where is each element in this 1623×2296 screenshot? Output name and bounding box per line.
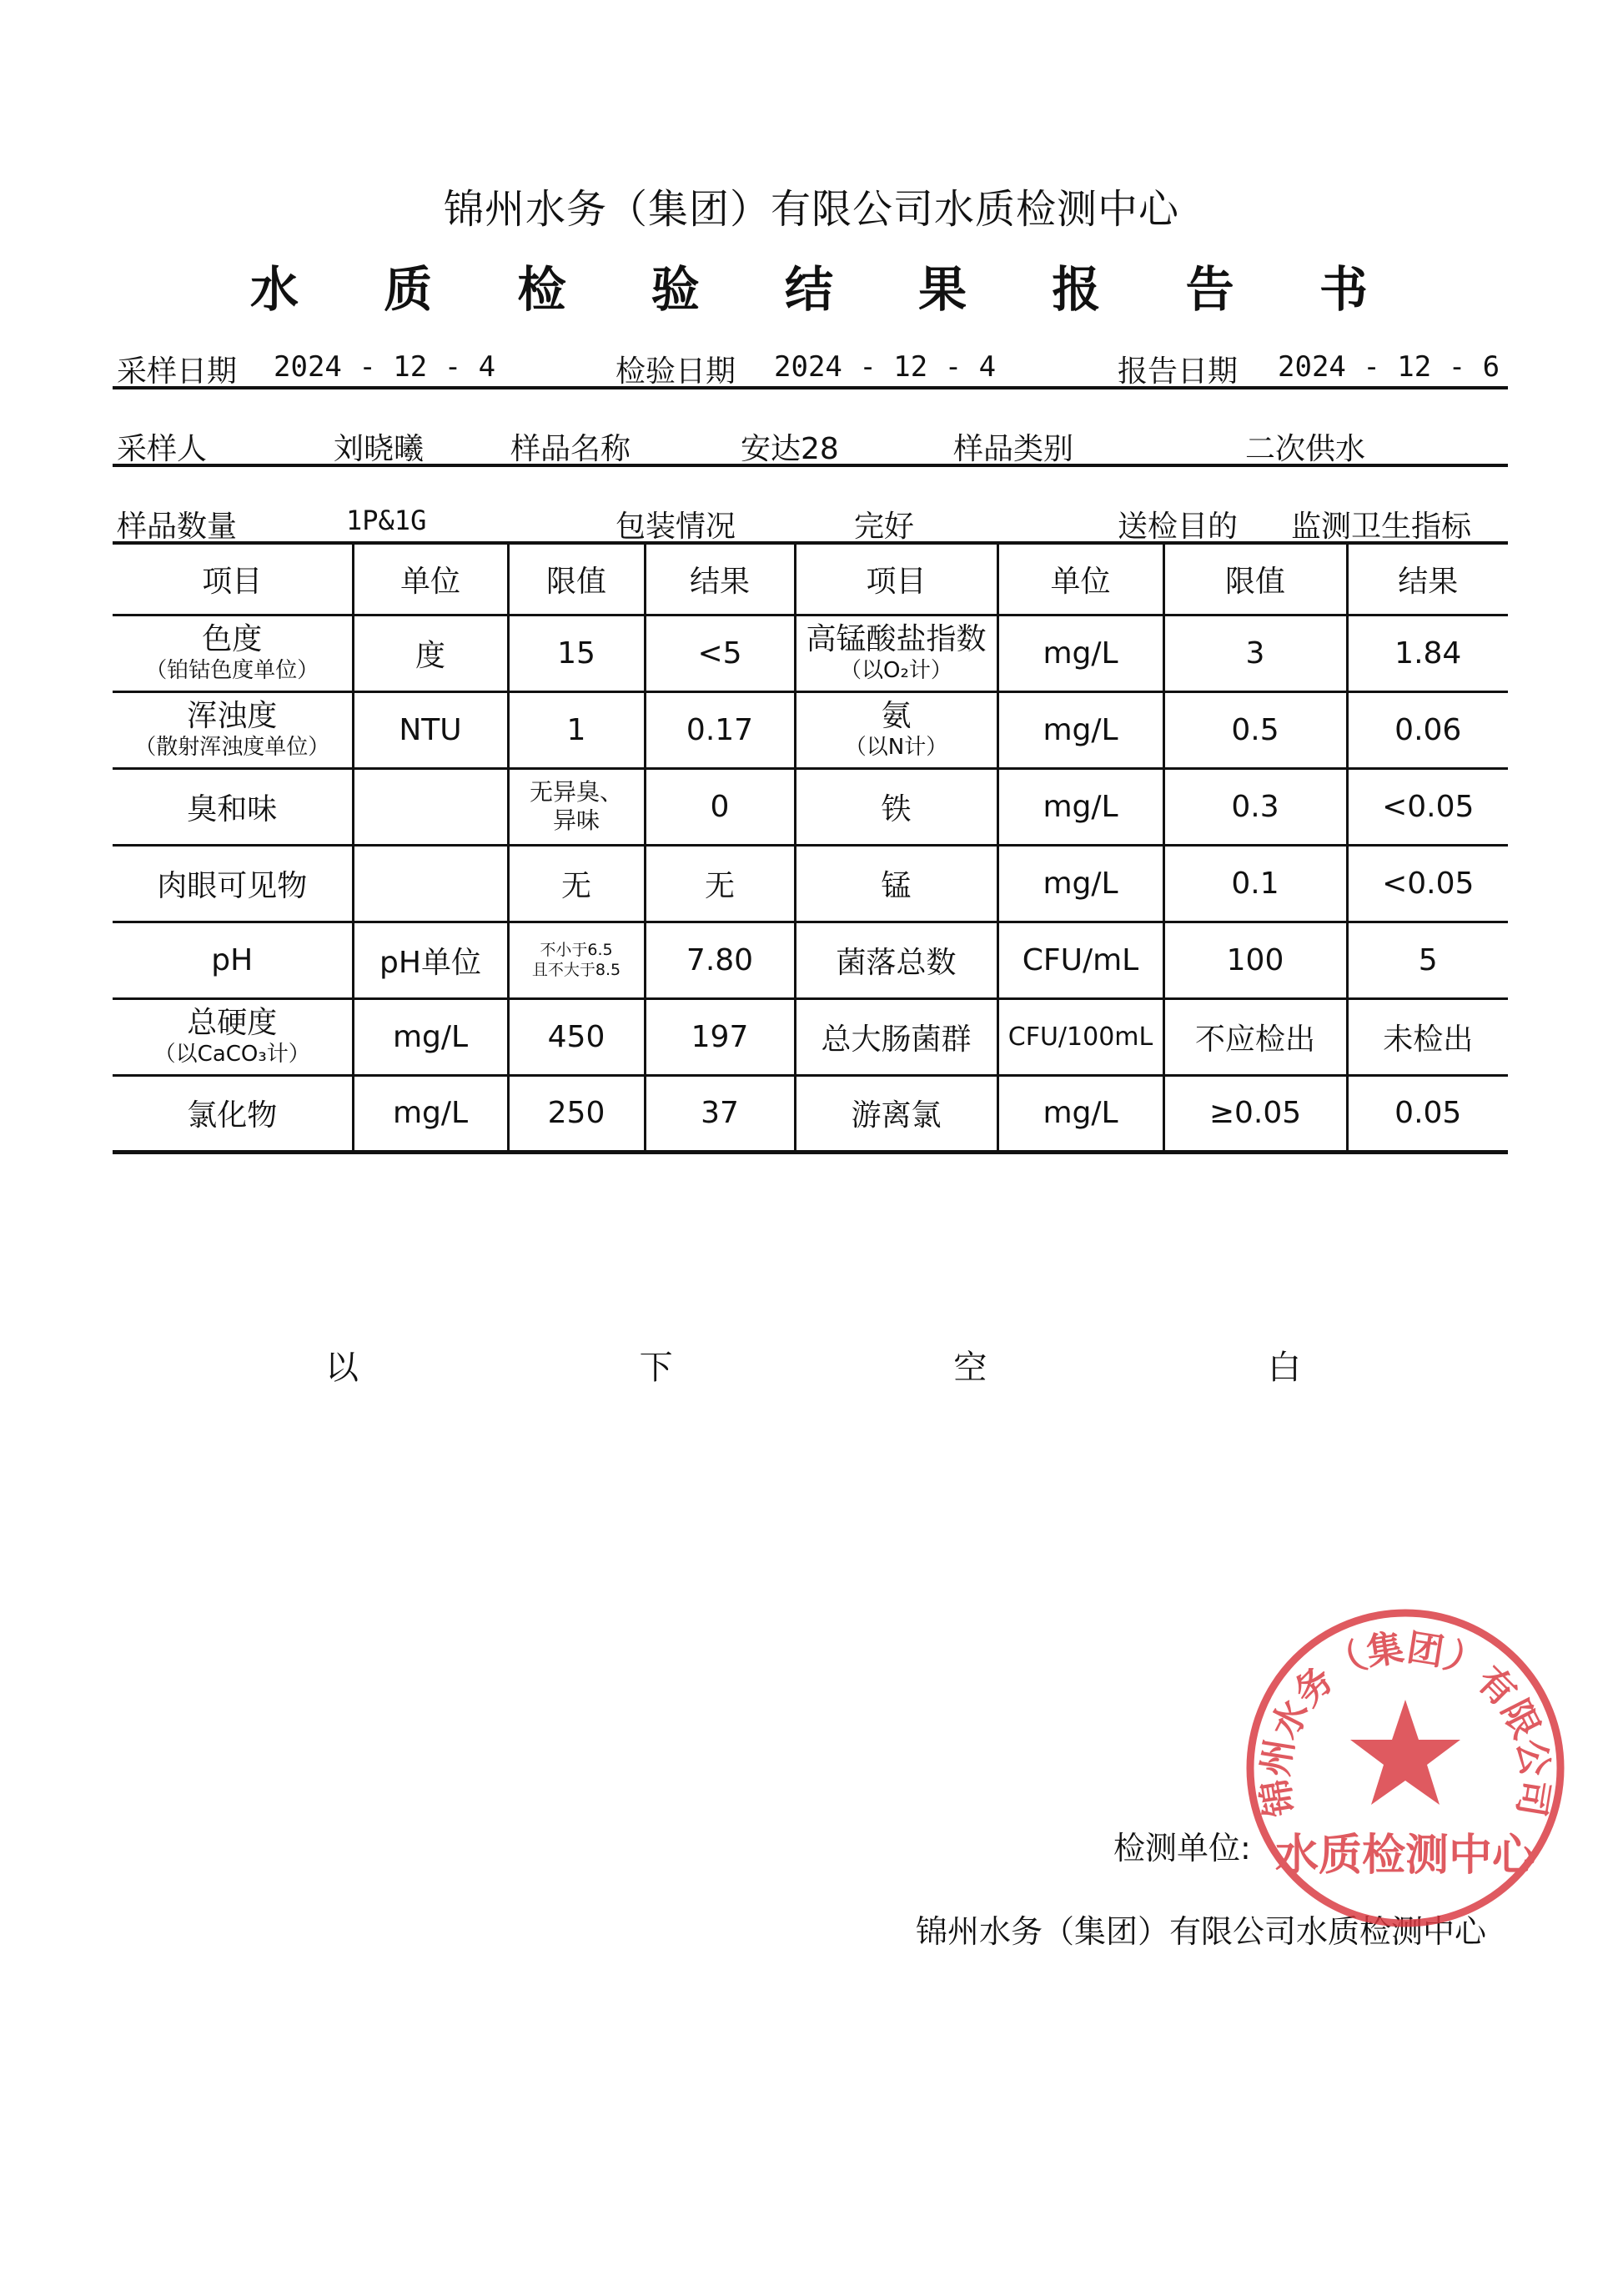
table-row [113,615,1508,691]
column-header: 限值 [508,543,645,615]
organization-title: 锦州水务（集团）有限公司水质检测中心 [443,186,1179,233]
table-row [113,691,1508,768]
result-cell: <0.05 [1347,845,1508,922]
star-icon [1350,1700,1460,1805]
column-header: 单位 [353,543,508,615]
item-cell: 总大肠菌群 [795,998,997,1075]
report-title-char: 质 [384,261,433,318]
unit-cell: mg/L [353,1075,508,1152]
result-cell: 未检出 [1347,998,1508,1075]
unit-cell: 度 [353,615,508,691]
report-title-char: 书 [1319,261,1368,318]
limit-cell: 0.1 [1163,845,1347,922]
result-cell: 0.06 [1347,691,1508,768]
result-cell: 197 [645,998,795,1075]
purpose-label: 送检目的 [1118,510,1239,544]
result-cell: 37 [645,1075,795,1152]
sample-type-label: 样品类别 [953,432,1074,466]
blank-char: 空 [953,1349,987,1387]
divider [113,464,1508,467]
item-cell: 锰 [795,845,997,922]
unit-cell: mg/L [997,845,1163,922]
result-cell: 0.05 [1347,1075,1508,1152]
table-row [113,845,1508,922]
packaging-label: 包装情况 [616,510,736,544]
item-cell: 肉眼可见物 [113,845,353,922]
unit-cell: pH单位 [353,922,508,998]
sampler-value: 刘晓曦 [334,432,425,466]
table-row [113,922,1508,998]
blank-char: 下 [639,1349,673,1387]
report-title-char: 结 [784,261,833,318]
table-row [113,998,1508,1075]
unit-cell: mg/L [997,768,1163,845]
seal-ring-text: 锦州水务（集团）有限公司 [1254,1626,1557,1820]
column-header: 限值 [1163,543,1347,615]
item-cell: 臭和味 [113,768,353,845]
blank-char: 白 [1267,1349,1301,1387]
column-header: 项目 [113,543,353,615]
blank-char: 以 [325,1349,359,1387]
limit-cell: 0.5 [1163,691,1347,768]
result-cell: 1.84 [1347,615,1508,691]
item-cell: pH [113,922,353,998]
limit-cell: 无 [508,845,645,922]
report-date-value: 2024 - 12 - 6 [1278,350,1500,384]
item-cell: 色度 （铂钴色度单位） [113,615,353,691]
limit-cell: 不小于6.5 且不大于8.5 [508,922,645,998]
testing-unit-label: 检测单位: [1113,1830,1251,1866]
limit-cell: 无异臭、 异味 [508,768,645,845]
unit-cell: mg/L [997,1075,1163,1152]
purpose-value: 监测卫生指标 [1291,510,1472,544]
test-date-value: 2024 - 12 - 4 [774,350,997,384]
unit-cell: mg/L [353,998,508,1075]
report-title-char: 水 [250,261,299,318]
dates-row [117,348,237,390]
packaging-value: 完好 [854,510,915,544]
result-cell: 7.80 [645,922,795,998]
sample-type-value: 二次供水 [1245,432,1366,466]
sample-date-value: 2024 - 12 - 4 [274,350,496,384]
sample-name-label: 样品名称 [510,432,631,466]
results-table [113,541,1508,1154]
limit-cell: 3 [1163,615,1347,691]
limit-cell: 100 [1163,922,1347,998]
limit-cell: 不应检出 [1163,998,1347,1075]
sampler-label: 采样人 [117,432,208,466]
report-title-char: 告 [1185,261,1234,318]
item-cell: 浑浊度 （散射浑浊度单位） [113,691,353,768]
test-date-label: 检验日期 [616,354,736,389]
divider [113,386,1508,389]
limit-cell: 450 [508,998,645,1075]
report-date-label: 报告日期 [1118,354,1239,389]
limit-cell: 250 [508,1075,645,1152]
unit-cell: NTU [353,691,508,768]
sample-name-value: 安达28 [741,432,839,466]
sample-qty-value: 1P&1G [346,505,427,536]
seal-center-text: 水质检测中心 [1274,1831,1536,1881]
item-cell: 氨 （以N计） [795,691,997,768]
item-cell: 游离氯 [795,1075,997,1152]
table-row [113,768,1508,845]
report-title-char: 检 [517,261,566,318]
testing-unit-name: 锦州水务（集团）有限公司水质检测中心 [916,1913,1487,1950]
column-header: 单位 [997,543,1163,615]
limit-cell: 15 [508,615,645,691]
unit-cell [353,768,508,845]
result-cell: 0 [645,768,795,845]
unit-cell: mg/L [997,691,1163,768]
report-title-char: 果 [918,261,967,318]
item-cell: 氯化物 [113,1075,353,1152]
unit-cell [353,845,508,922]
report-title [250,250,1368,320]
sample-date-label: 采样日期 [117,354,238,389]
limit-cell: 1 [508,691,645,768]
result-cell: 0.17 [645,691,795,768]
unit-cell: mg/L [997,615,1163,691]
official-seal-stamp [1239,1601,1572,1935]
item-cell: 高锰酸盐指数 （以O₂计） [795,615,997,691]
sample-qty-label: 样品数量 [117,510,238,544]
result-cell: 无 [645,845,795,922]
result-cell: <5 [645,615,795,691]
limit-cell: ≥0.05 [1163,1075,1347,1152]
result-cell: 5 [1347,922,1508,998]
column-header: 结果 [1347,543,1508,615]
table-header-row [113,543,1508,615]
item-cell: 铁 [795,768,997,845]
unit-cell: CFU/mL [997,922,1163,998]
table-row [113,1075,1508,1152]
report-title-char: 验 [651,261,700,318]
item-cell: 菌落总数 [795,922,997,998]
column-header: 结果 [645,543,795,615]
column-header: 项目 [795,543,997,615]
unit-cell: CFU/100mL [997,998,1163,1075]
report-title-char: 报 [1052,261,1101,318]
blank-below-marker [325,1341,1301,1389]
item-cell: 总硬度 （以CaCO₃计） [113,998,353,1075]
limit-cell: 0.3 [1163,768,1347,845]
result-cell: <0.05 [1347,768,1508,845]
